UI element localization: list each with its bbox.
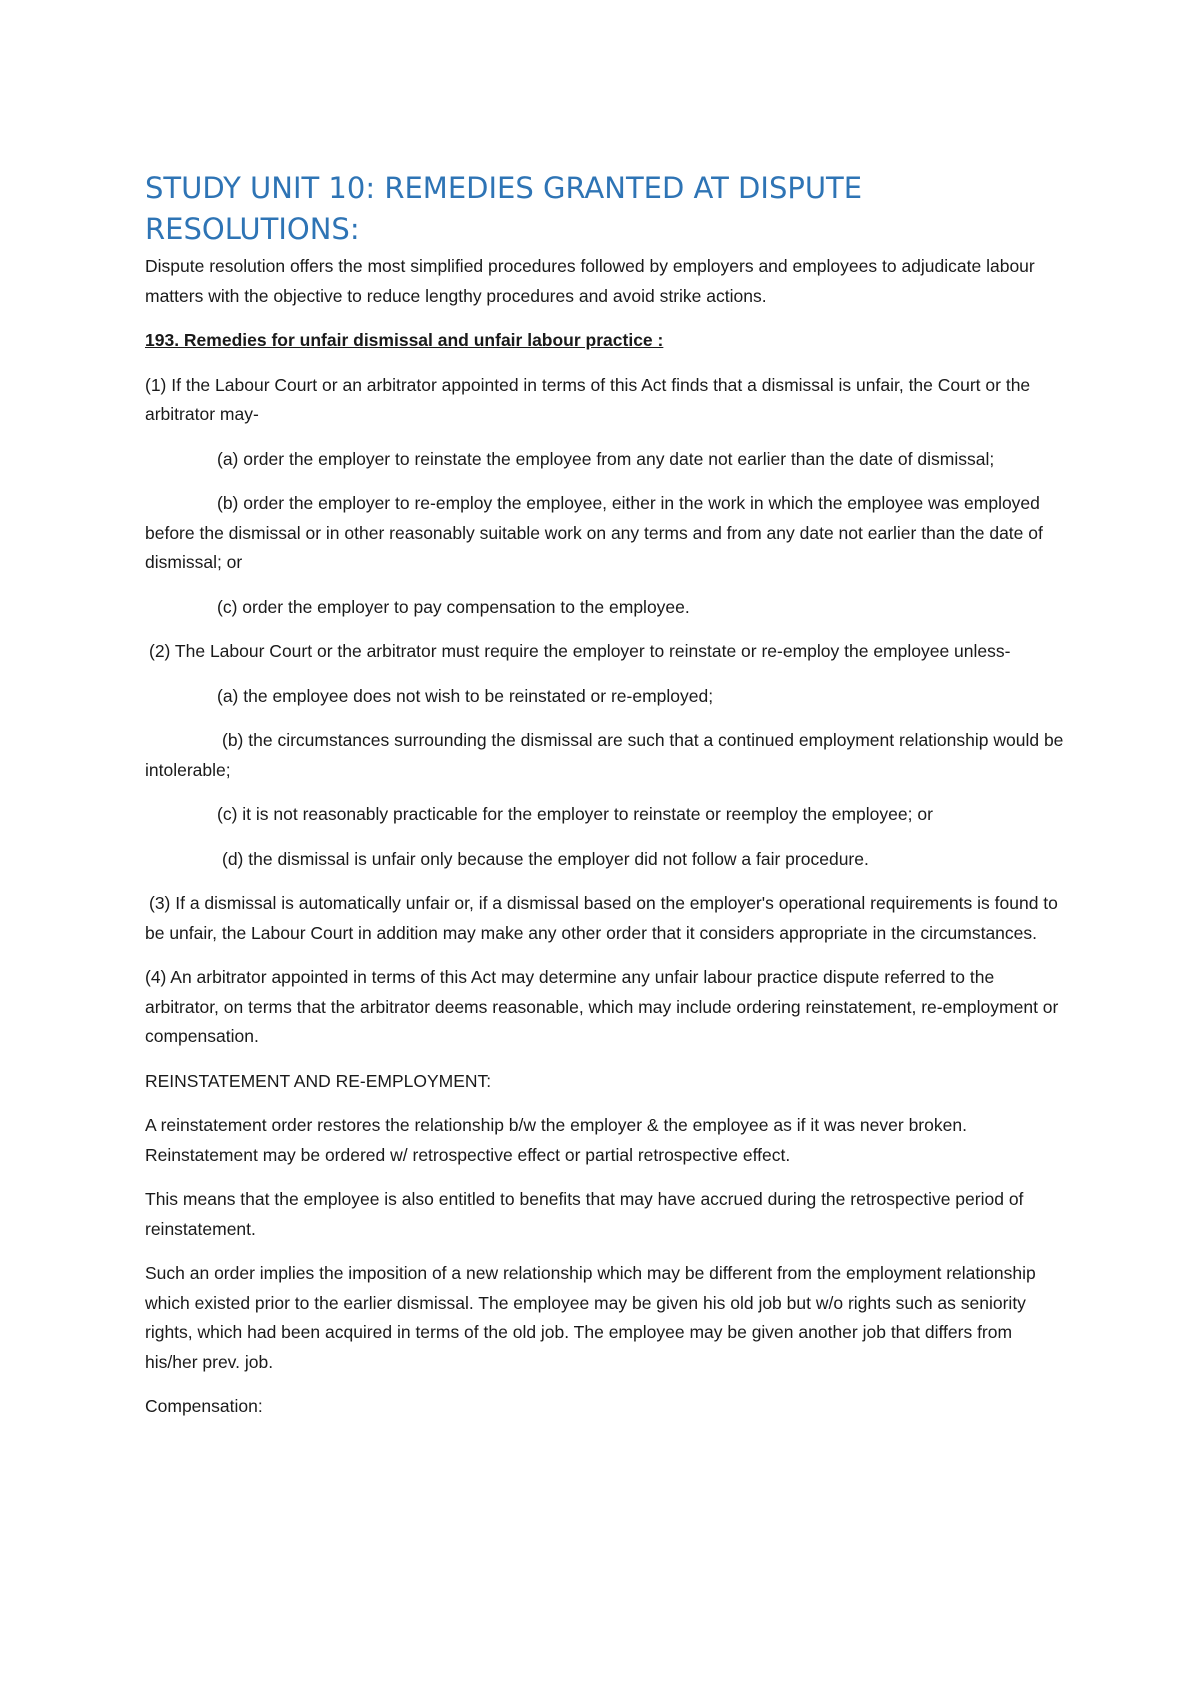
clause-1c: (c) order the employer to pay compensation to the employee. — [217, 596, 690, 617]
clause-4: (4) An arbitrator appointed in terms of this Act may determine any unfair labour practice dispute referred to the arbitrator, on terms that the arbitrator deems reasonable, which may include ordering reinstatement, re-employment or compensation. — [145, 967, 1059, 1046]
clause-1: (1) If the Labour Court or an arbitrator appointed in terms of this Act finds that a dismissal is unfair, the Court or the arbitrator may- — [145, 374, 1031, 424]
clause-2d: (d) the dismissal is unfair only because the employer did not follow a fair procedure. — [222, 848, 869, 869]
clause-3: (3) If a dismissal is automatically unfair or, if a dismissal based on the employer's operational requirements is found to be unfair, the Labour Court in addition may make any other order that it considers appropriate in the circumstances. — [145, 893, 1058, 943]
document-page — [145, 168, 1065, 1437]
clause-1a: (a) order the employer to reinstate the employee from any date not earlier than the date of dismissal; — [217, 448, 995, 469]
intro-paragraph: Dispute resolution offers the most simplified procedures followed by employers and employees to adjudicate labour matters with the objective to reduce lengthy procedures and avoid strike actions. — [145, 256, 1035, 306]
reinstatement-paragraph-3: Such an order implies the imposition of a new relationship which may be different from the employment relationship which existed prior to the earlier dismissal. The employee may be given his old job but w/o rights such as seniority rights, which had been acquired in terms of the old job. The employee may be given another job that differs from his/her prev. job. — [145, 1263, 1036, 1372]
clause-2: (2) The Labour Court or the arbitrator must require the employer to reinstate or re-employ the employee unless- — [149, 641, 1011, 661]
clause-1b: (b) order the employer to re-employ the employee, either in the work in which the employee was employed before the dismissal or in other reasonably suitable work on any terms and from any date not earlier than the date of dismissal; or — [145, 493, 1043, 572]
page-title: STUDY UNIT 10: REMEDIES GRANTED AT DISPUTE RESOLUTIONS: — [145, 171, 863, 246]
section-title: 193. Remedies for unfair dismissal and unfair labour practice : — [145, 330, 664, 350]
reinstatement-paragraph-1: A reinstatement order restores the relationship b/w the employer & the employee as if it was never broken. Reinstatement may be ordered w/ retrospective effect or partial retrospective effect. — [145, 1115, 967, 1165]
compensation-heading: Compensation: — [145, 1396, 263, 1416]
reinstatement-paragraph-2: This means that the employee is also entitled to benefits that may have accrued during the retrospective period of reinstatement. — [145, 1189, 1024, 1239]
sub-heading-reinstatement: REINSTATEMENT AND RE-EMPLOYMENT: — [145, 1070, 492, 1091]
clause-2a: (a) the employee does not wish to be reinstated or re-employed; — [217, 685, 714, 706]
clause-2c: (c) it is not reasonably practicable for the employer to reinstate or reemploy the employee; or — [217, 804, 933, 824]
clause-2b: (b) the circumstances surrounding the dismissal are such that a continued employment relationship would be intolerable; — [145, 730, 1064, 780]
